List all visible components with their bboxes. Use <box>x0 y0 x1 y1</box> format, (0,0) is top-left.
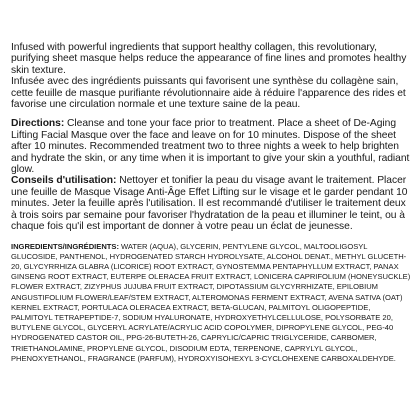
directions-english <box>11 118 411 175</box>
intro-english: Infused with powerful ingredients that support healthy collagen, this revolutionary, purifying sheet masque helps reduce the appearance of fine lines and promotes healthy skin texture. <box>11 42 407 76</box>
directions-english-label: Directions: <box>11 118 65 130</box>
directions-french <box>11 175 411 232</box>
intro-french: Infusée avec des ingrédients puissants qui favorisent une synthèse du collagène sain, cette feuille de masque purifiante révolutionnaire aide à réduire l'apparence des rides et favorise une circulation normale et une texture saine de la peau. <box>11 76 406 111</box>
ingredients-label: INGREDIENTS/INGRÉDIENTS: <box>11 241 119 251</box>
directions-french-text: Nettoyer et tonifier la peau du visage avant le traitement. Placer une feuille de Masque Visage Anti-Âge Effet Lifting sur le visage et le garder pendant 10 minutes. Jeter la feuille après l'utilisation. Il est recommandé d'utiliser le traitement deux à trois soirs par semaine pour favoriser l'hydratation de la peau et illuminer le teint, ou à chaque fois qu'il est important de donner à votre peau un éclat de jeunesse. <box>11 175 408 233</box>
ingredients-text: WATER (AQUA), GLYCERIN, PENTYLENE GLYCOL, MALTOOLIGOSYL GLUCOSIDE, PANTHENOL, HYDROGENATED STARCH HYDROLYSATE, ALCOHOL DENAT., METHYL GLUCETH-20, GLYCYRRHIZA GLABRA (LICORICE) ROOT EXTRACT, GYNOSTEMMA PENTAPHYLLUM EXTRACT, PANAX GINSENG ROOT EXTRACT, EUTERPE OLERACEA FRUIT EXTRACT, LONICERA CAPRIFOLIUM (HONEYSUCKLE) FLOWER EXTRACT, ZIZYPHUS JUJUBA FRUIT EXTRACT, DIPOTASSIUM GLYCYRRHIZATE, EPILOBIUM ANGUSTIFOLIUM FLOWER/LEAF/STEM EXTRACT, ALTEROMONAS FERMENT EXTRACT, AVENA SATIVA (OAT) KERNEL EXTRACT, PORTULACA OLERACEA EXTRACT, BETA-GLUCAN, PALMITOYL OLIGOPEPTIDE, PALMITOYL TETRAPEPTIDE-7, SODIUM HYALURONATE, HYDROXYETHYLCELLULOSE, POLYSORBATE 20, BUTYLENE GLYCOL, GLYCERYL ACRYLATE/ACRYLIC ACID COPOLYMER, DIPROPYLENE GLYCOL, PEG-40 HYDROGENATED CASTOR OIL, PPG-26-BUTETH-26, CAPRYLIC/CAPRIC TRIGLYCERIDE, CARBOMER, TRIETHANOLAMINE, PROPYLENE GLYCOL, DISODIUM EDTA, TERPENONE, CAPRYLYL GLYCOL, PHENOXYETHANOL, FRAGRANCE (PARFUM), HYDROXYISOHEXYL 3-CYCLOHEXENE CARBOXALDEHYDE. <box>11 241 411 363</box>
directions-english-text: Cleanse and tone your face prior to treatment. Place a sheet of De-Aging Lifting Facial Masque over the face and leave on for 10 minutes. Dispose of the sheet after 10 minutes. Recommended treatment two to three nights a week to help brighten and hydrate the skin, or any time when it is important to give your skin a youthful, radiant glow. <box>11 118 410 176</box>
ingredients-list <box>11 242 411 364</box>
product-label <box>11 42 411 364</box>
directions-french-label: Conseils d'utilisation: <box>11 175 117 187</box>
